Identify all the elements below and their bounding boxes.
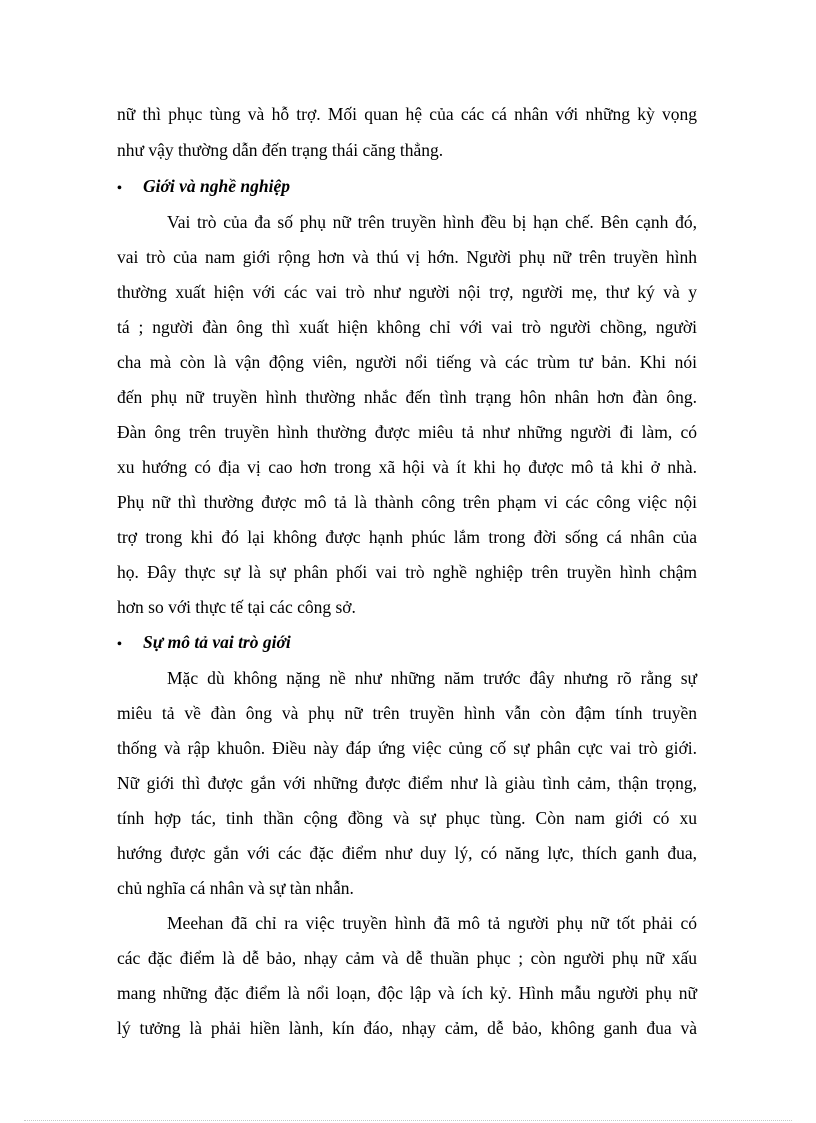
paragraph-line: hơn so với thực tế tại các công sở.	[117, 597, 356, 617]
section-heading-gender-role-portrayal	[117, 631, 291, 656]
paragraph-line: tá ; người đàn ông thì xuất hiện không chỉ với vai trò người chồng, người	[117, 317, 697, 337]
paragraph-line: thường xuất hiện với các vai trò như người nội trợ, người mẹ, thư ký và y	[117, 282, 697, 302]
paragraph-line: thống và rập khuôn. Điều này đáp ứng việc củng cố sự phân cực vai trò giới.	[117, 738, 697, 758]
bullet-icon: •	[117, 637, 122, 652]
bullet-icon: •	[117, 181, 122, 196]
paragraph-line: đến phụ nữ truyền hình thường nhắc đến tình trạng hôn nhân hơn đàn ông.	[117, 387, 697, 407]
paragraph-line: nữ thì phục tùng và hỗ trợ. Mối quan hệ của các cá nhân với những kỳ vọng	[117, 104, 697, 124]
paragraph-line: như vậy thường dẫn đến trạng thái căng thẳng.	[117, 140, 444, 160]
section-heading-gender-occupation	[117, 175, 290, 200]
paragraph-line: các đặc điểm là dễ bảo, nhạy cảm và dễ thuần phục ; còn người phụ nữ xấu	[117, 948, 697, 968]
paragraph-line: tính hợp tác, tinh thần cộng đồng và sự phục tùng. Còn nam giới có xu	[117, 808, 697, 828]
paragraph-line: Nữ giới thì được gắn với những được điểm như là giàu tình cảm, thận trọng,	[117, 773, 697, 793]
paragraph-line: Phụ nữ thì thường được mô tả là thành công trên phạm vi các công việc nội	[117, 492, 697, 512]
paragraph-line: trợ trong khi đó lại không được hạnh phúc lắm trong đời sống cá nhân của	[117, 527, 697, 547]
paragraph-line: hướng được gắn với các đặc điểm như duy lý, có năng lực, thích ganh đua,	[117, 843, 697, 863]
section-heading-text: Giới và nghề nghiệp	[143, 176, 290, 196]
paragraph-line: Meehan đã chỉ ra việc truyền hình đã mô tả người phụ nữ tốt phải có	[167, 913, 697, 933]
paragraph-line: lý tưởng là phải hiền lành, kín đáo, nhạy cảm, dễ bảo, không ganh đua và	[117, 1018, 697, 1038]
paragraph-line: xu hướng có địa vị cao hơn trong xã hội và ít khi họ được mô tả khi ở nhà.	[117, 457, 697, 477]
paragraph-line: miêu tả về đàn ông và phụ nữ trên truyền hình vẫn còn đậm tính truyền	[117, 703, 697, 723]
paragraph-line: chủ nghĩa cá nhân và sự tàn nhẫn.	[117, 878, 354, 898]
paragraph-line: mang những đặc điểm là nổi loạn, độc lập và ích kỷ. Hình mẫu người phụ nữ	[117, 983, 697, 1003]
paragraph-line: Mặc dù không nặng nề như những năm trước đây nhưng rõ rằng sự	[167, 668, 697, 688]
paragraph-line: họ. Đây thực sự là sự phân phối vai trò nghề nghiệp trên truyền hình chậm	[117, 562, 697, 582]
section-heading-text: Sự mô tả vai trò giới	[143, 632, 291, 652]
page-bottom-divider	[24, 1120, 792, 1121]
paragraph-line: Đàn ông trên truyền hình thường được miêu tả như những người đi làm, có	[117, 422, 697, 442]
paragraph-line: Vai trò của đa số phụ nữ trên truyền hình đều bị hạn chế. Bên cạnh đó,	[167, 212, 697, 232]
paragraph-line: vai trò của nam giới rộng hơn và thú vị hớn. Người phụ nữ trên truyền hình	[117, 247, 697, 267]
paragraph-line: cha mà còn là vận động viên, người nổi tiếng và các trùm tư bản. Khi nói	[117, 352, 697, 372]
